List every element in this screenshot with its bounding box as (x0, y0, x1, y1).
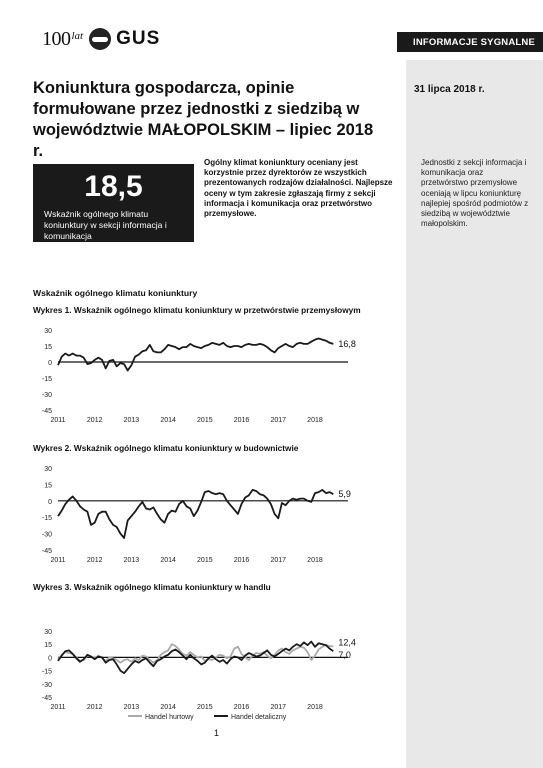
x-tick-label: 2014 (160, 704, 176, 711)
gus-emblem-icon (89, 28, 111, 50)
x-tick-label: 2013 (123, 557, 140, 564)
chart-1-title: Wykres 1. Wskaźnik ogólnego klimatu koniunktury w przetwórstwie przemysłowym (33, 305, 361, 315)
y-tick-label: 30 (44, 328, 52, 335)
chart-3-title: Wykres 3. Wskaźnik ogólnego klimatu koniunktury w handlu (33, 582, 271, 592)
kpi-value: 18,5 (84, 170, 143, 203)
y-tick-label: -15 (41, 515, 52, 523)
kpi-label: Wskaźnik ogólnego klimatu koniunktury w sekcji informacja i komunikacja (44, 209, 167, 241)
y-tick-label: -45 (41, 408, 52, 415)
x-tick-label: 2016 (233, 417, 250, 424)
publication-tag: INFORMACJE SYGNALNE (397, 32, 543, 52)
x-tick-label: 2011 (50, 417, 66, 424)
x-tick-label: 2014 (160, 417, 176, 424)
y-tick-label: -30 (41, 681, 52, 689)
kpi-box (33, 164, 194, 242)
series-end-label: 12,4 (338, 637, 356, 648)
series-line-0 (58, 339, 333, 371)
x-tick-label: 2018 (307, 557, 323, 564)
x-tick-label: 2015 (197, 704, 213, 711)
logo-lat-text: lat (71, 30, 84, 42)
x-tick-label: 2012 (86, 704, 103, 711)
x-tick-label: 2012 (86, 417, 103, 424)
x-tick-label: 2018 (307, 417, 323, 424)
series-end-label: 16,8 (338, 338, 356, 349)
legend-label: Handel detaliczny (231, 714, 287, 721)
y-tick-label: -45 (41, 695, 52, 702)
y-tick-label: -15 (41, 668, 52, 676)
y-tick-label: -15 (41, 376, 52, 383)
x-tick-label: 2013 (123, 704, 140, 711)
x-tick-label: 2015 (197, 417, 213, 424)
y-tick-label: -30 (41, 392, 52, 399)
series-end-label: 5,9 (338, 489, 351, 500)
page-number: 1 (214, 728, 220, 738)
logo-gus-text: GUS (116, 28, 161, 49)
chart-2-title: Wykres 2. Wskaźnik ogólnego klimatu koniunktury w budownictwie (33, 443, 299, 453)
lead-paragraph: Ogólny klimat koniunktury oceniany jest korzystnie przez dyrektorów ze wszystkich prezentowanych rodzajów działalności. Najlepsze oceny w tym zakresie zgłaszają firmy z sekcji informacja i komunikacja oraz przetwórstwo przemysłowe. (204, 158, 393, 219)
y-tick-label: 30 (44, 629, 52, 636)
page-title: Koniunktura gospodarcza, opinie formułowane przez jednostki z siedzibą w województwie MAŁOPOLSKIM – lipiec 2018 r. (33, 79, 374, 160)
sidebar-note: Jednostki z sekcji informacja i komunikacja oraz przetwórstwo przemysłowe oceniają w lipcu koniunkturę najlepiej spośród podmiotów z siedzibą w województwie małopolskim. (421, 158, 529, 229)
section-title: Wskaźnik ogólnego klimatu koniunktury (33, 288, 198, 298)
y-tick-label: 15 (44, 642, 52, 650)
series-line-0 (58, 490, 333, 538)
y-tick-label: 30 (44, 466, 52, 473)
x-tick-label: 2017 (270, 557, 287, 564)
x-tick-label: 2011 (50, 704, 66, 711)
y-tick-label: 15 (44, 482, 52, 490)
y-tick-label: 0 (48, 360, 52, 367)
x-tick-label: 2017 (270, 417, 287, 424)
y-tick-label: -45 (41, 548, 52, 555)
series-end-label: 7,0 (338, 650, 351, 661)
x-tick-label: 2016 (233, 557, 250, 564)
logo (42, 26, 160, 52)
y-tick-label: -30 (41, 531, 52, 539)
chart-2-construction (30, 460, 390, 566)
x-tick-label: 2016 (233, 704, 250, 711)
x-tick-label: 2015 (197, 557, 213, 564)
x-tick-label: 2013 (123, 417, 140, 424)
legend-label: Handel hurtowy (145, 714, 194, 721)
x-tick-label: 2011 (50, 557, 66, 564)
x-tick-label: 2017 (270, 704, 287, 711)
x-tick-label: 2014 (160, 557, 176, 564)
x-tick-label: 2012 (86, 557, 103, 564)
x-tick-label: 2018 (307, 704, 323, 711)
logo-100-text: 100 (42, 27, 71, 50)
publication-date: 31 lipca 2018 r. (414, 84, 485, 95)
chart-3-trade (30, 598, 390, 722)
chart-1-manufacturing (30, 322, 390, 428)
y-tick-label: 0 (48, 498, 52, 506)
y-tick-label: 15 (44, 344, 52, 351)
y-tick-label: 0 (48, 655, 52, 663)
